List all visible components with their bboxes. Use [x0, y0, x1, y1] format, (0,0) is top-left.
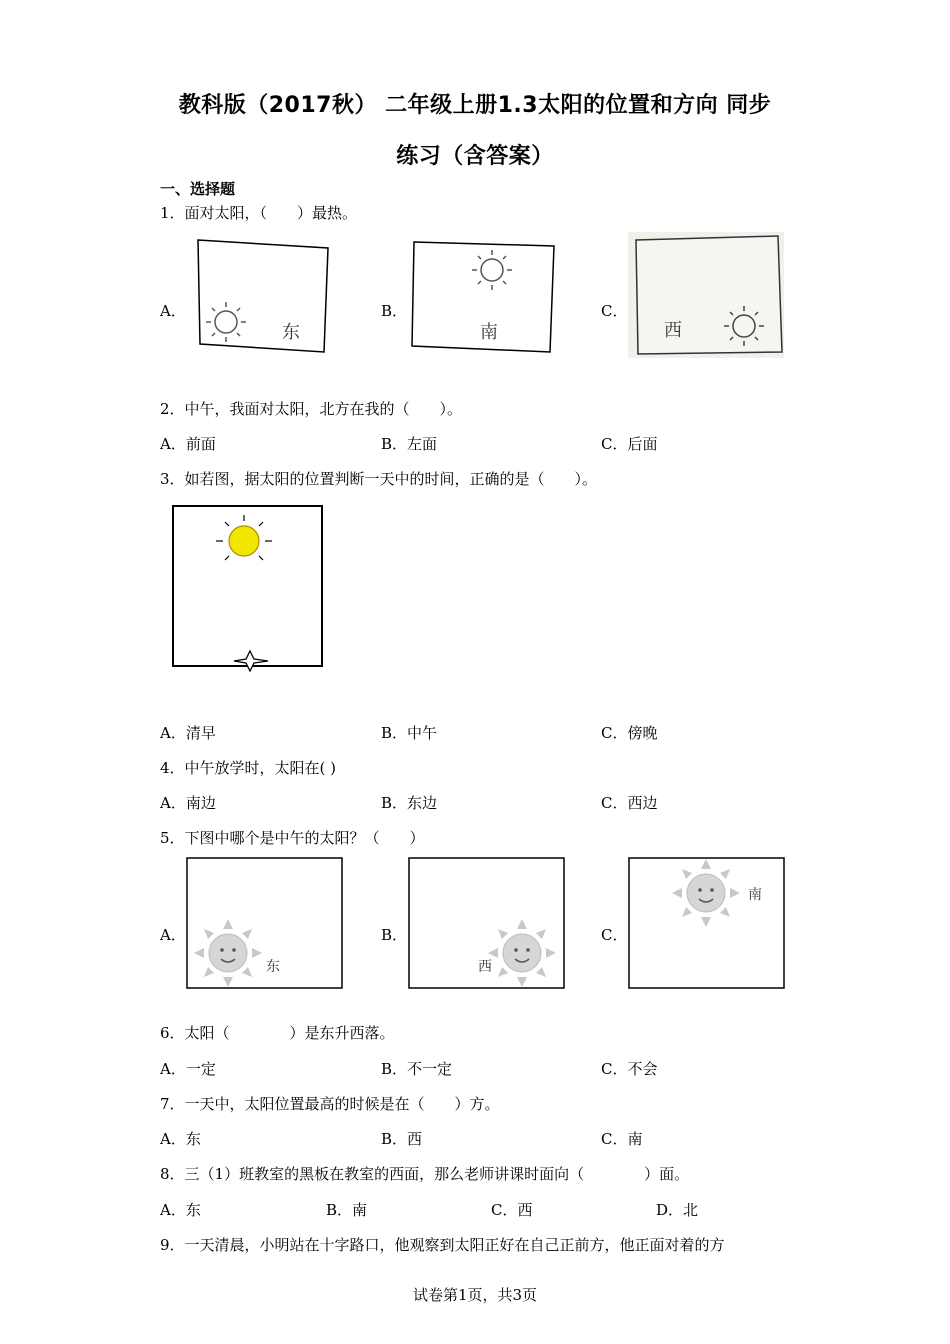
q2-option-c: C．后面: [601, 435, 658, 453]
q1-option-c-figure: [628, 232, 784, 358]
question-6: 6．太阳（ ）是东升西落。: [160, 1024, 395, 1042]
q5-a-direction: 东: [266, 959, 280, 975]
page-footer: 试卷第1页，共3页: [412, 1286, 538, 1304]
section-heading: 一、选择题: [160, 180, 236, 198]
q8-option-c: C．西: [491, 1201, 533, 1219]
q1-c-direction: 西: [664, 320, 682, 341]
question-3: 3．如若图，据太阳的位置判断一天中的时间，正确的是（ ）。: [160, 470, 598, 488]
page-title-line2: 练习（含答案）: [396, 144, 554, 169]
q6-option-a: A．一定: [160, 1060, 216, 1078]
question-5: 5．下图中哪个是中午的太阳？（ ）: [160, 829, 425, 847]
q5-option-a-label: A．: [160, 926, 186, 944]
q8-option-b: B．南: [326, 1201, 368, 1219]
q1-b-direction: 南: [480, 322, 498, 343]
question-8: 8．三（1）班教室的黑板在教室的西面，那么老师讲课时面向（ ）面。: [160, 1165, 690, 1183]
q1-option-a-label: A．: [160, 302, 186, 320]
q1-option-a-figure: [186, 234, 336, 356]
q4-option-a: A．南边: [160, 794, 216, 812]
q5-option-c-label: C．: [601, 926, 628, 944]
q5-option-b-label: B．: [381, 926, 408, 944]
q8-option-d: D．北: [656, 1201, 699, 1219]
q7-option-a: A．东: [160, 1130, 201, 1148]
q7-option-b: B．西: [381, 1130, 423, 1148]
q8-option-a: A．东: [160, 1201, 201, 1219]
q2-option-b: B．左面: [381, 435, 438, 453]
question-1: 1．面对太阳，（ ）最热。: [160, 204, 358, 222]
q5-b-direction: 西: [478, 959, 492, 975]
q1-option-b-figure: [404, 234, 560, 356]
q5-option-a-figure: [186, 857, 344, 991]
q1-a-direction: 东: [282, 322, 300, 343]
q3-option-a: A．清早: [160, 724, 216, 742]
q3-option-b: B．中午: [381, 724, 438, 742]
question-4: 4．中午放学时，太阳在( ): [160, 759, 337, 777]
q3-option-c: C．傍晚: [601, 724, 658, 742]
q6-option-b: B．不一定: [381, 1060, 453, 1078]
q7-option-c: C．南: [601, 1130, 643, 1148]
q5-c-direction: 南: [748, 887, 762, 903]
question-9: 9．一天清晨，小明站在十字路口，他观察到太阳正好在自己正前方，他正面对着的方: [160, 1236, 725, 1254]
q4-option-b: B．东边: [381, 794, 438, 812]
page-title-line1: 教科版（2017秋） 二年级上册1.3太阳的位置和方向 同步: [178, 93, 772, 118]
q3-figure: [172, 505, 324, 675]
question-2: 2．中午，我面对太阳，北方在我的（ ）。: [160, 400, 463, 418]
q6-option-c: C．不会: [601, 1060, 658, 1078]
q4-option-c: C．西边: [601, 794, 658, 812]
question-7: 7．一天中，太阳位置最高的时候是在（ ）方。: [160, 1095, 500, 1113]
q2-option-a: A．前面: [160, 435, 216, 453]
q1-option-c-label: C．: [601, 302, 628, 320]
q5-option-b-figure: [408, 857, 566, 991]
q1-option-b-label: B．: [381, 302, 408, 320]
q5-option-c-figure: [628, 857, 786, 991]
